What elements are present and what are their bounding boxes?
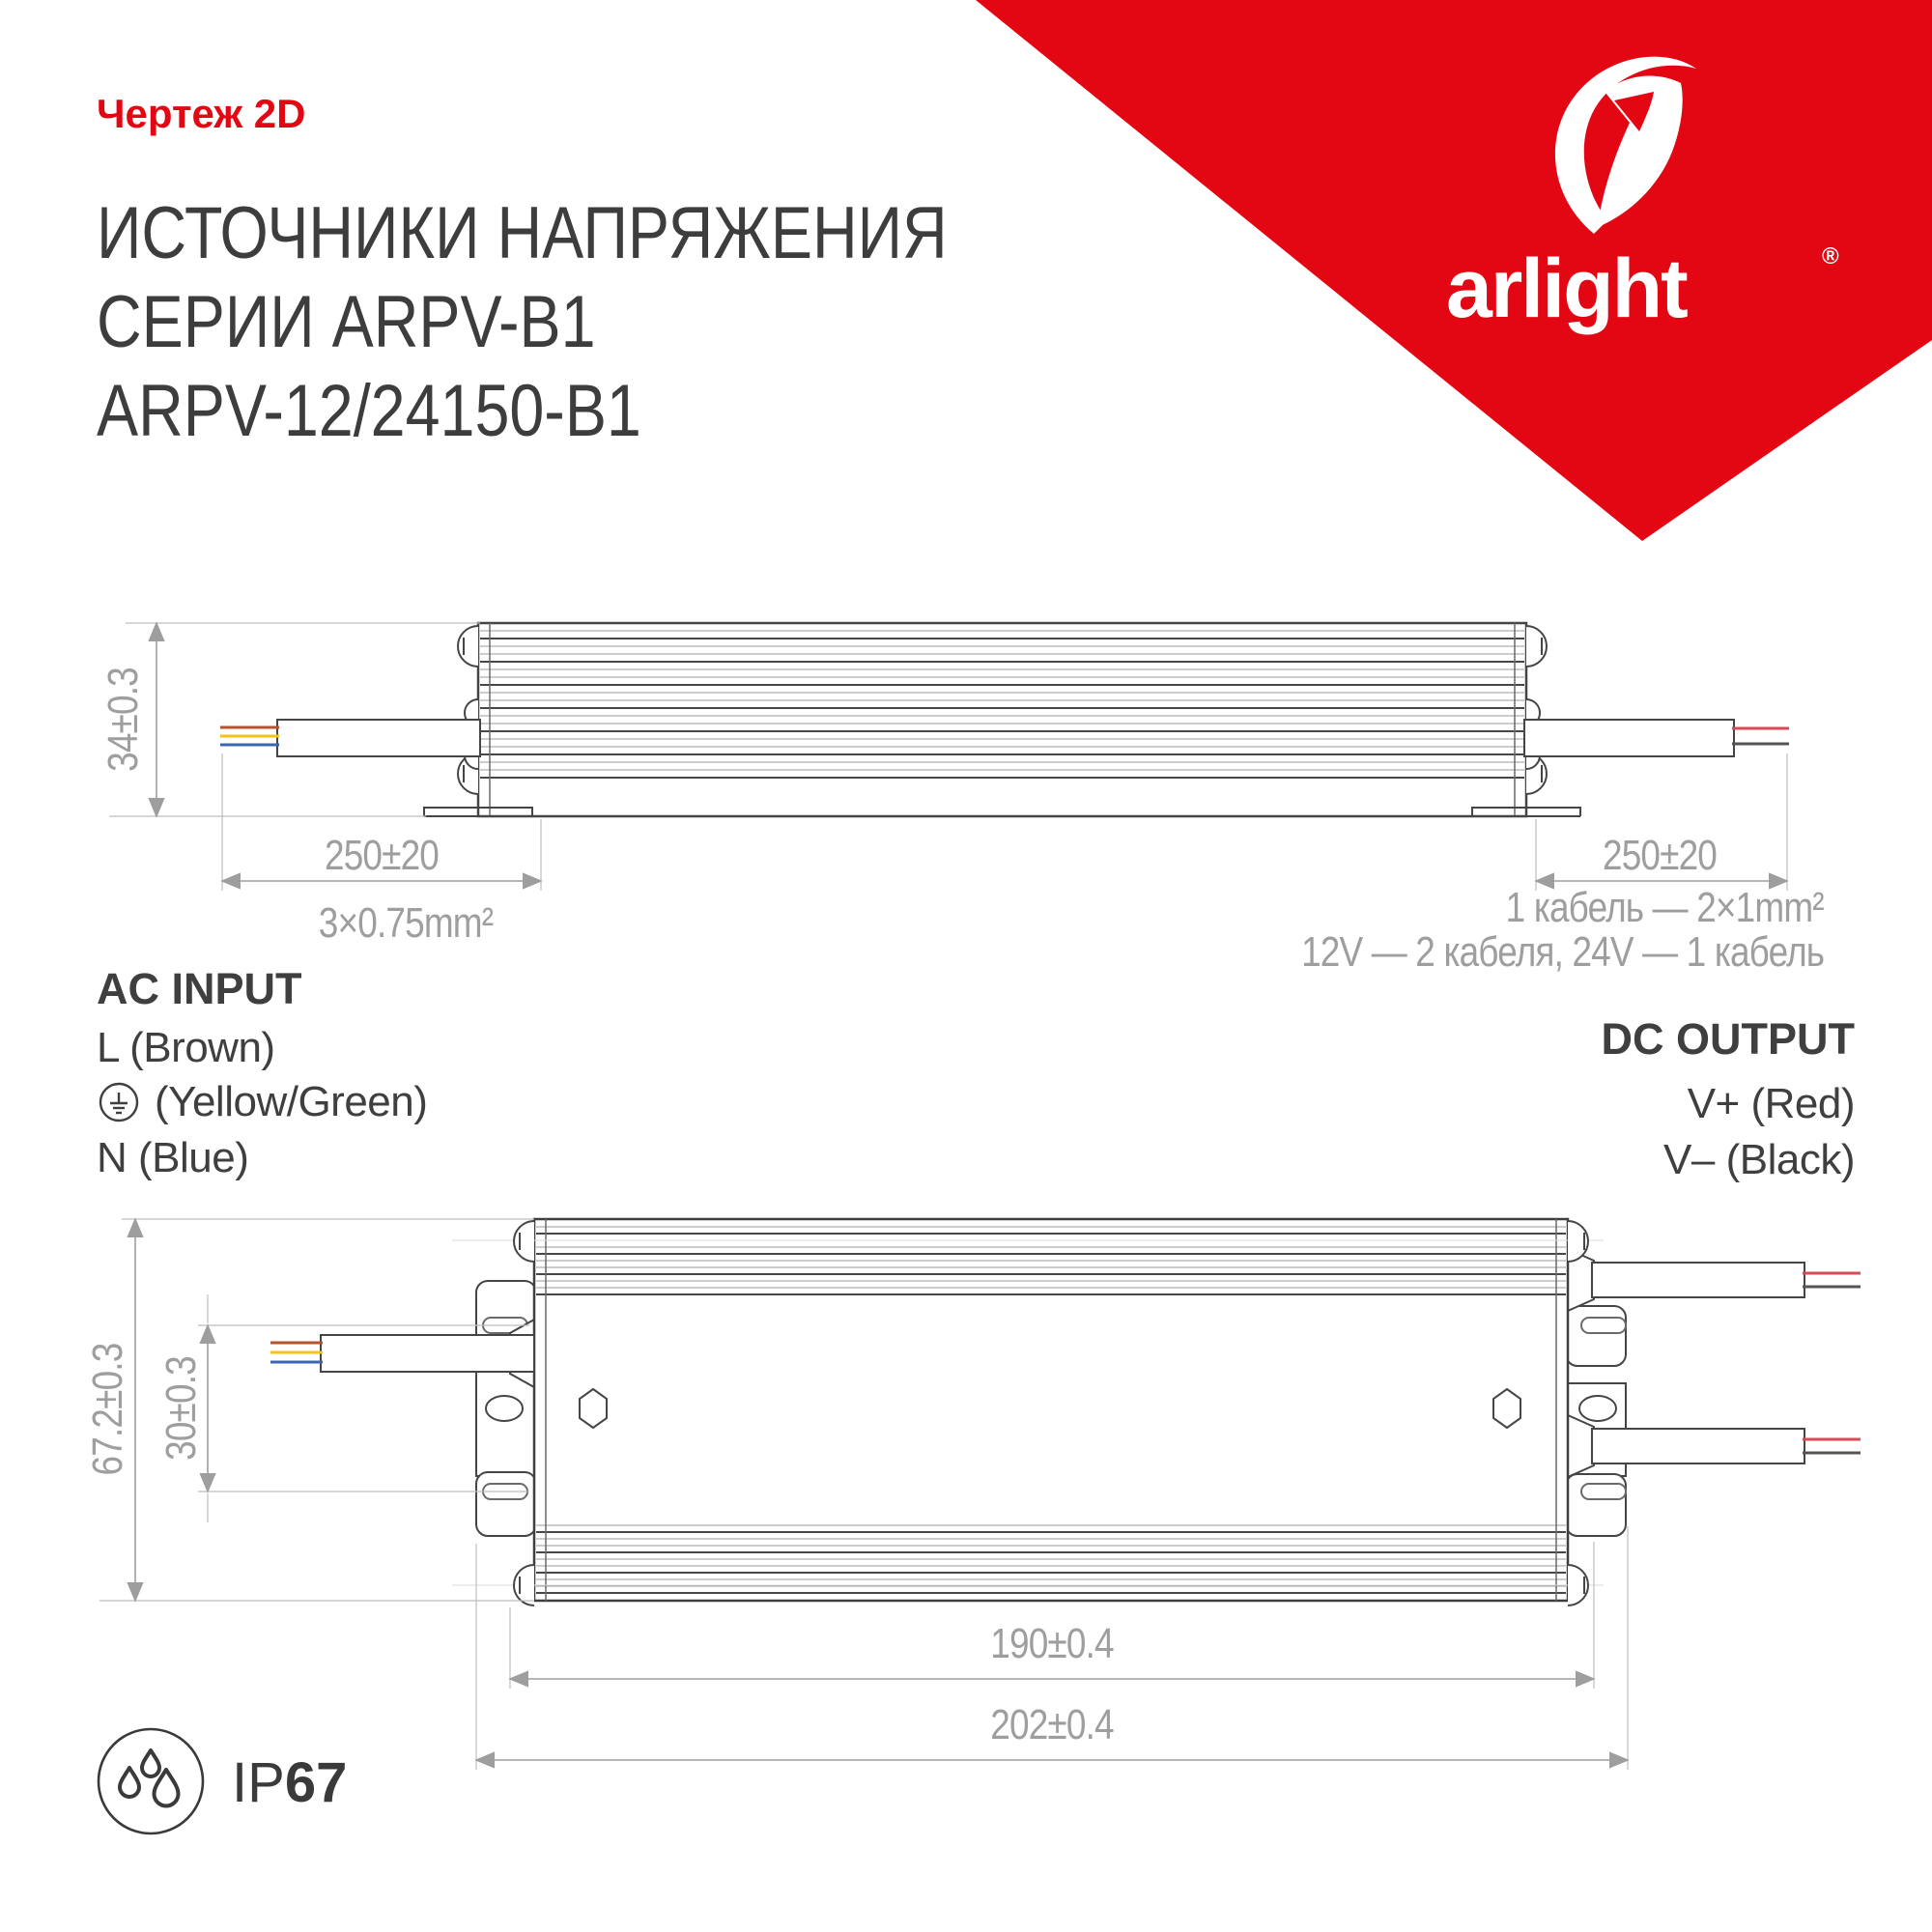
dc-output-cable <box>1524 720 1789 756</box>
top-left-flange <box>476 1281 536 1536</box>
arlight-logo-text: arlight <box>1446 242 1687 335</box>
top-dc-cable-1 <box>1592 1263 1861 1297</box>
ip-digits: 67 <box>284 1751 348 1814</box>
water-drops-icon <box>95 1725 207 1837</box>
registered-mark: ® <box>1822 243 1839 270</box>
ac-input-heading: AC INPUT <box>97 964 302 1013</box>
ip-prefix: IP <box>232 1751 285 1814</box>
side-body <box>478 623 1526 816</box>
dc-output-heading: DC OUTPUT <box>1601 1014 1855 1064</box>
dim-overall-202: 202±0.4 <box>990 1701 1114 1748</box>
cable-out-note-1: 1 кабель — 2×1mm² <box>1505 884 1824 931</box>
dc-line-plus: V+ (Red) <box>1687 1080 1855 1127</box>
ac-line-l: L (Brown) <box>97 1024 275 1071</box>
ac-input-cable <box>220 720 480 756</box>
cable-in-spec: 3×0.75mm² <box>318 899 494 947</box>
dim-mount-190: 190±0.4 <box>990 1620 1114 1667</box>
earth-ground-icon <box>97 1080 141 1124</box>
ac-line-pe-label: (Yellow/Green) <box>155 1078 428 1125</box>
dim-cable-out-250: 250±20 <box>1602 832 1718 879</box>
top-dc-cable-2 <box>1592 1429 1861 1463</box>
dim-cable-in-250: 250±20 <box>324 832 440 879</box>
dim-height-34: 34±0.3 <box>99 668 147 772</box>
ac-line-pe <box>97 1078 427 1126</box>
ip-rating <box>232 1750 347 1815</box>
doc-type-label: Чертеж 2D <box>97 91 306 136</box>
dim-width-67: 67.2±0.3 <box>84 1343 131 1476</box>
ac-line-n: N (Blue) <box>97 1134 249 1181</box>
dim-slot-spacing-30: 30±0.3 <box>157 1356 205 1461</box>
title-line-1: ИСТОЧНИКИ НАПРЯЖЕНИЯ <box>97 192 948 274</box>
title-line-3: ARPV-12/24150-B1 <box>97 370 641 452</box>
cable-out-note-2: 12V — 2 кабеля, 24V — 1 кабель <box>1300 928 1824 976</box>
dc-line-minus: V– (Black) <box>1663 1136 1855 1183</box>
top-body <box>534 1219 1568 1601</box>
title-line-2: СЕРИИ ARPV-B1 <box>97 281 596 363</box>
top-ac-cable <box>270 1335 534 1372</box>
